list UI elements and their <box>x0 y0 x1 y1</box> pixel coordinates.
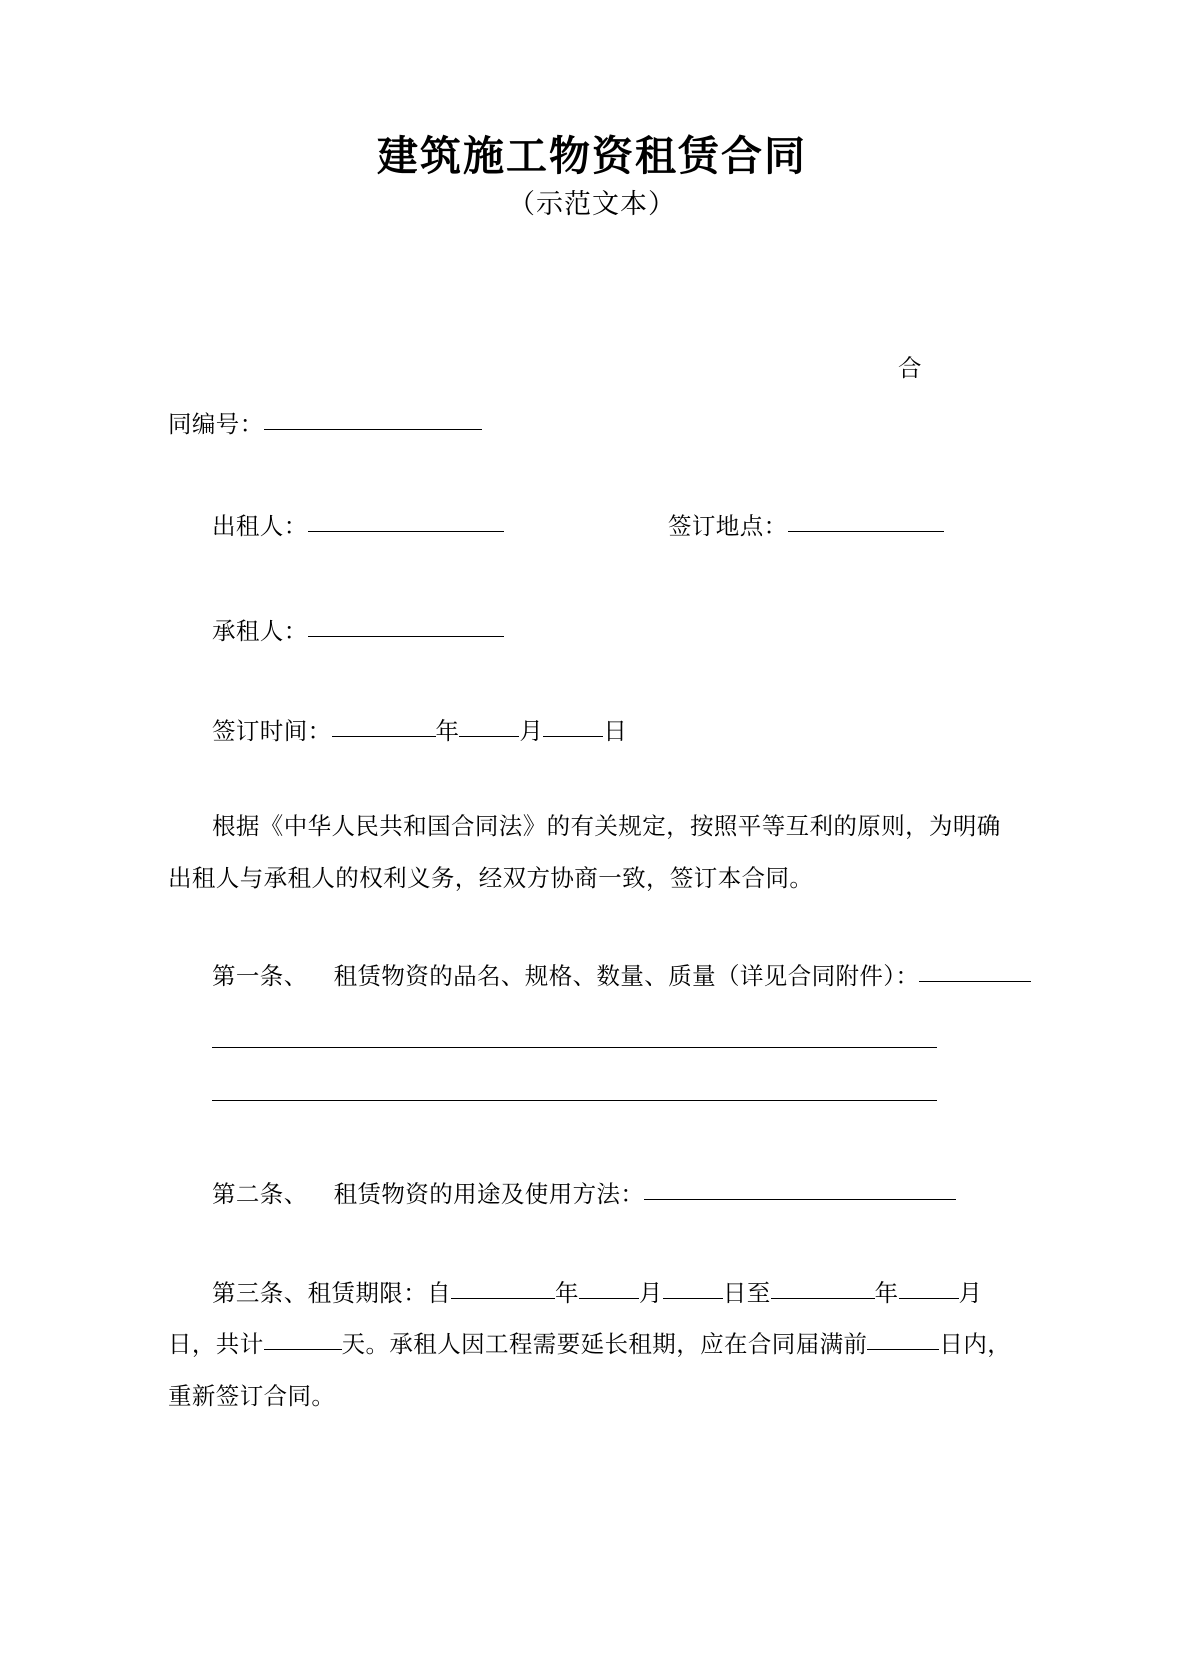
clause-3-unit-month-2: 月 <box>958 1281 983 1307</box>
clause-3-notice-days-input[interactable] <box>867 1349 939 1350</box>
contract-number-input[interactable] <box>264 429 482 430</box>
sign-time-label: 签订时间： <box>212 719 332 745</box>
clause-1-input-line-2[interactable] <box>212 1047 937 1048</box>
clause-3-line2-a: 日，共计 <box>168 1332 264 1358</box>
sign-time-day-input[interactable] <box>543 736 603 737</box>
sign-time-day-unit: 日 <box>603 719 628 745</box>
clause-3-row-line-2 <box>168 1328 1011 1362</box>
clause-3-unit-month-1: 月 <box>638 1281 663 1307</box>
clause-3-number: 第三条、 <box>212 1281 308 1307</box>
clause-3-line2-c: 日内， <box>939 1332 1012 1358</box>
contract-number-prefix-text: 合 <box>898 356 922 382</box>
sign-time-month-unit: 月 <box>519 719 544 745</box>
clause-3-total-days-input[interactable] <box>264 1349 342 1350</box>
sign-place-row <box>668 510 944 544</box>
lessee-row <box>212 615 504 649</box>
preamble-line-1: 根据《中华人民共和国合同法》的有关规定，按照平等互利的原则，为明确 <box>212 814 1001 840</box>
lessee-input[interactable] <box>308 636 504 637</box>
clause-1-input-line-3[interactable] <box>212 1100 937 1101</box>
clause-2-number: 第二条、 <box>212 1182 308 1208</box>
lessor-row <box>212 510 504 544</box>
clause-3-unit-year-2: 年 <box>874 1281 899 1307</box>
sign-place-label: 签订地点： <box>668 514 788 540</box>
sign-time-month-input[interactable] <box>459 736 519 737</box>
contract-number-row <box>168 408 482 442</box>
clause-1-input-line-1[interactable] <box>919 981 1031 982</box>
sign-place-input[interactable] <box>788 531 944 532</box>
sign-time-row <box>212 715 627 749</box>
clause-3-row-line-3: 重新签订合同。 <box>168 1384 336 1410</box>
clause-3-end-month-input[interactable] <box>899 1298 959 1299</box>
clause-3-start-year-input[interactable] <box>451 1298 555 1299</box>
clause-3-text-part-4: 日至 <box>722 1281 771 1307</box>
clause-2-text: 租赁物资的用途及使用方法： <box>333 1182 645 1208</box>
clause-3-unit-year-1: 年 <box>555 1281 579 1307</box>
preamble-line-2: 出租人与承租人的权利义务，经双方协商一致，签订本合同。 <box>168 866 814 892</box>
clause-2-row <box>212 1178 956 1212</box>
page-subtitle: （示范文本） <box>508 189 676 219</box>
clause-3-end-year-input[interactable] <box>771 1298 875 1299</box>
contract-number-label: 同编号： <box>168 412 264 438</box>
clause-1-text: 租赁物资的品名、规格、数量、质量（详见合同附件）： <box>333 964 920 990</box>
clause-3-text-part-1: 租赁期限：自 <box>307 1281 452 1307</box>
page-title: 建筑施工物资租赁合同 <box>377 133 807 179</box>
contract-number-prefix <box>898 352 922 386</box>
lessor-label: 出租人： <box>212 514 308 540</box>
clause-2-input[interactable] <box>644 1199 956 1200</box>
lessor-input[interactable] <box>308 531 504 532</box>
clause-3-start-day-input[interactable] <box>663 1298 723 1299</box>
lessee-label: 承租人： <box>212 619 308 645</box>
clause-1-row <box>212 960 1031 994</box>
clause-3-line2-b: 天。承租人因工程需要延长租期，应在合同届满前 <box>341 1332 868 1358</box>
sign-time-year-unit: 年 <box>435 719 460 745</box>
clause-1-number: 第一条、 <box>212 964 308 990</box>
clause-3-start-month-input[interactable] <box>579 1298 639 1299</box>
sign-time-year-input[interactable] <box>332 736 436 737</box>
clause-3-row-line-1 <box>212 1277 982 1311</box>
